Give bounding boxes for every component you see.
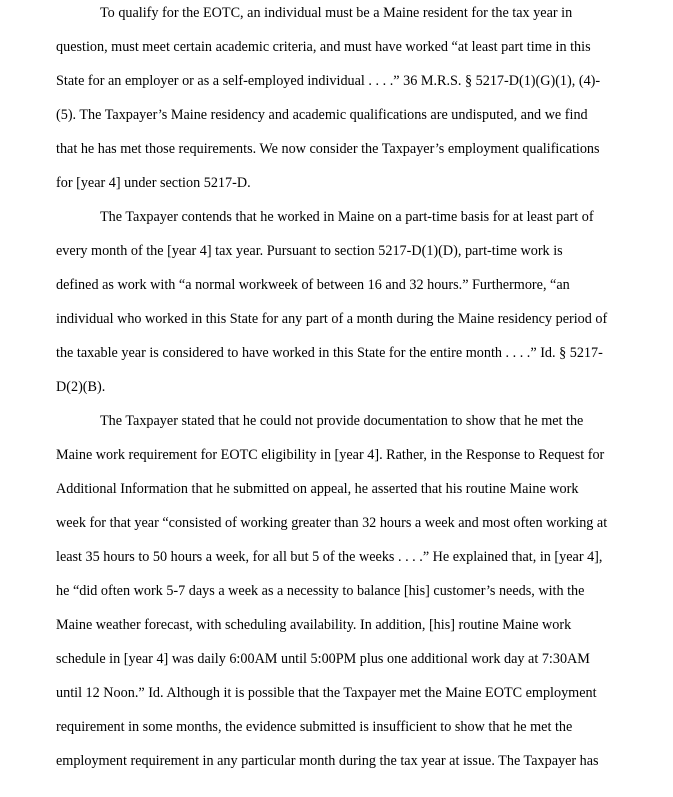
paragraph-1-line-6: for [year 4] under section 5217-D.: [56, 175, 251, 191]
paragraph-2-line-2: every month of the [year 4] tax year. Pursuant to section 5217-D(1)(D), part-time work is: [56, 243, 563, 259]
paragraph-3-line-9: until 12 Noon.” Id. Although it is possible that the Taxpayer met the Maine EOTC employment: [56, 685, 597, 701]
paragraph-3-line-4: week for that year “consisted of working greater than 32 hours a week and most often working at: [56, 515, 608, 531]
paragraph-3-line-6: he “did often work 5-7 days a week as a necessity to balance [his] customer’s needs, with the: [56, 583, 585, 599]
paragraph-1-line-3: State for an employer or as a self-employed individual . . . .” 36 M.R.S. § 5217-D(1)(G)(1), (4)-: [56, 73, 601, 89]
paragraph-3-line-8: schedule in [year 4] was daily 6:00AM until 5:00PM plus one additional work day at 7:30AM: [56, 651, 590, 667]
paragraph-2-line-4: individual who worked in this State for any part of a month during the Maine residency period of: [56, 311, 608, 327]
paragraph-1-line-1: To qualify for the EOTC, an individual must be a Maine resident for the tax year in: [100, 5, 573, 21]
paragraph-3-line-7: Maine weather forecast, with scheduling availability. In addition, [his] routine Maine work: [56, 617, 572, 633]
paragraph-2-line-6: D(2)(B).: [56, 379, 106, 395]
paragraph-3-line-11: employment requirement in any particular month during the tax year at issue. The Taxpayer has: [56, 753, 599, 769]
paragraph-3-line-10: requirement in some months, the evidence submitted is insufficient to show that he met the: [56, 719, 573, 735]
paragraph-2-line-3: defined as work with “a normal workweek of between 16 and 32 hours.” Furthermore, “an: [56, 277, 570, 293]
paragraph-1-line-5: that he has met those requirements. We now consider the Taxpayer’s employment qualifications: [56, 141, 600, 157]
paragraph-1-line-4: (5). The Taxpayer’s Maine residency and academic qualifications are undisputed, and we find: [56, 107, 588, 123]
paragraph-2-line-5: the taxable year is considered to have worked in this State for the entire month . . . .” Id. § 5217-: [56, 345, 603, 361]
paragraph-3-line-5: least 35 hours to 50 hours a week, for all but 5 of the weeks . . . .” He explained that, in [year 4],: [56, 549, 603, 565]
paragraph-3-line-1: The Taxpayer stated that he could not provide documentation to show that he met the: [100, 413, 584, 429]
paragraph-3-line-3: Additional Information that he submitted on appeal, he asserted that his routine Maine work: [56, 481, 579, 497]
paragraph-1-line-2: question, must meet certain academic criteria, and must have worked “at least part time in this: [56, 39, 591, 55]
paragraph-3-line-2: Maine work requirement for EOTC eligibility in [year 4]. Rather, in the Response to Request for: [56, 447, 605, 463]
paragraph-2-line-1: The Taxpayer contends that he worked in Maine on a part-time basis for at least part of: [100, 209, 594, 225]
